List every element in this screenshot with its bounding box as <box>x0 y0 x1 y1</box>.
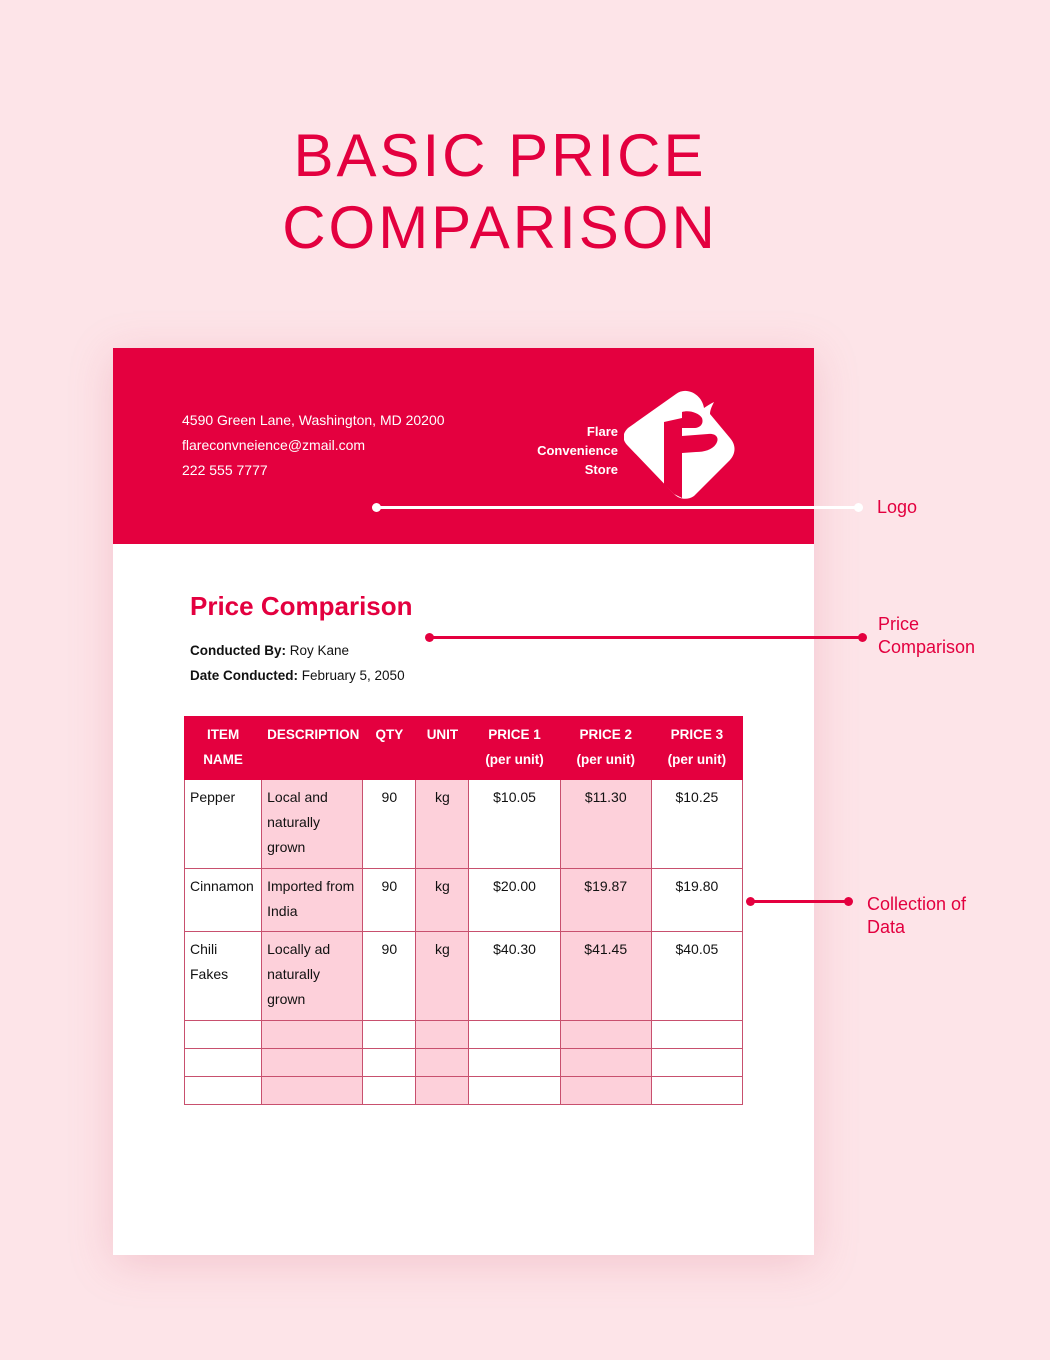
page-title <box>0 120 1000 264</box>
table-header-row <box>185 717 743 780</box>
page-title-line-1: BASIC PRICE <box>293 122 707 189</box>
table-row <box>185 780 743 869</box>
cell-unit: kg <box>416 869 469 932</box>
header-qty: QTY <box>363 717 416 780</box>
collection-callout-dot-start <box>746 897 755 906</box>
date-conducted-label: Date Conducted: <box>190 668 298 683</box>
header-price-3: PRICE 3 (per unit) <box>651 717 742 780</box>
header-price-2: PRICE 2 (per unit) <box>560 717 651 780</box>
cell-price-2: $19.87 <box>560 869 651 932</box>
page-title-line-2: COMPARISON <box>282 194 718 261</box>
empty-cell <box>416 1049 469 1077</box>
empty-cell <box>185 1049 262 1077</box>
cell-item: Cinnamon <box>185 869 262 932</box>
empty-cell <box>416 1021 469 1049</box>
conducted-by-value: Roy Kane <box>289 643 350 658</box>
cell-price-3: $40.05 <box>651 932 742 1021</box>
date-conducted-row <box>190 663 405 688</box>
phone-text: 222 555 7777 <box>182 462 268 478</box>
logo-callout-dot-start <box>372 503 381 512</box>
empty-cell <box>469 1021 560 1049</box>
cell-price-1: $10.05 <box>469 780 560 869</box>
table-row <box>185 932 743 1021</box>
brand-line-1: Flare <box>586 424 618 439</box>
conducted-by-row <box>190 638 405 663</box>
price-table <box>184 716 743 1105</box>
price-comparison-callout-line <box>429 636 862 639</box>
document-meta <box>190 638 405 688</box>
empty-table-row <box>185 1049 743 1077</box>
collection-callout-line <box>750 900 848 903</box>
cell-price-1: $20.00 <box>469 869 560 932</box>
empty-cell <box>651 1049 742 1077</box>
empty-cell <box>560 1021 651 1049</box>
brand-name <box>513 422 618 479</box>
empty-cell <box>185 1077 262 1105</box>
header-price-1: PRICE 1 (per unit) <box>469 717 560 780</box>
cell-qty: 90 <box>363 780 416 869</box>
header-item-name: ITEM NAME <box>185 717 262 780</box>
empty-cell <box>416 1077 469 1105</box>
empty-cell <box>560 1049 651 1077</box>
cell-price-3: $10.25 <box>651 780 742 869</box>
empty-cell <box>262 1077 363 1105</box>
cell-description: Imported from India <box>262 869 363 932</box>
collection-callout-dot-end <box>844 897 853 906</box>
document-sheet <box>113 348 814 1255</box>
cell-qty: 90 <box>363 932 416 1021</box>
logo-callout-label: Logo <box>877 497 918 517</box>
price-comparison-callout-dot-end <box>858 633 867 642</box>
empty-cell <box>469 1077 560 1105</box>
cell-description: Local and naturally grown <box>262 780 363 869</box>
email-text: flareconvneience@zmail.com <box>182 437 366 453</box>
cell-description: Locally ad naturally grown <box>262 932 363 1021</box>
price-comparison-callout-label: Price Comparison <box>878 614 976 657</box>
logo-callout-dot-end <box>854 503 863 512</box>
contact-info <box>182 408 445 483</box>
empty-cell <box>363 1077 416 1105</box>
cell-price-3: $19.80 <box>651 869 742 932</box>
empty-table-row <box>185 1077 743 1105</box>
cell-price-2: $11.30 <box>560 780 651 869</box>
empty-cell <box>185 1021 262 1049</box>
conducted-by-label: Conducted By: <box>190 643 286 658</box>
date-conducted-value: February 5, 2050 <box>301 668 405 683</box>
document-title: Price Comparison <box>190 591 413 621</box>
cell-qty: 90 <box>363 869 416 932</box>
cell-unit: kg <box>416 932 469 1021</box>
cell-item: Chili Fakes <box>185 932 262 1021</box>
empty-cell <box>651 1021 742 1049</box>
address-text: 4590 Green Lane, Washington, MD 20200 <box>182 412 445 428</box>
header-description: DESCRIPTION <box>262 717 363 780</box>
logo-callout-line <box>376 506 858 509</box>
empty-table-row <box>185 1021 743 1049</box>
collection-callout-label: Collection of Data <box>867 894 967 937</box>
empty-cell <box>651 1077 742 1105</box>
cell-price-2: $41.45 <box>560 932 651 1021</box>
empty-cell <box>262 1049 363 1077</box>
empty-cell <box>363 1021 416 1049</box>
price-comparison-callout-dot-start <box>425 633 434 642</box>
header-unit: UNIT <box>416 717 469 780</box>
empty-cell <box>560 1077 651 1105</box>
document-header <box>113 348 814 544</box>
table-row <box>185 869 743 932</box>
flare-f-logo-icon <box>624 388 736 500</box>
brand-line-2: Convenience <box>537 443 618 458</box>
cell-item: Pepper <box>185 780 262 869</box>
empty-cell <box>262 1021 363 1049</box>
brand-line-3: Store <box>584 462 618 477</box>
cell-unit: kg <box>416 780 469 869</box>
cell-price-1: $40.30 <box>469 932 560 1021</box>
empty-cell <box>363 1049 416 1077</box>
empty-cell <box>469 1049 560 1077</box>
